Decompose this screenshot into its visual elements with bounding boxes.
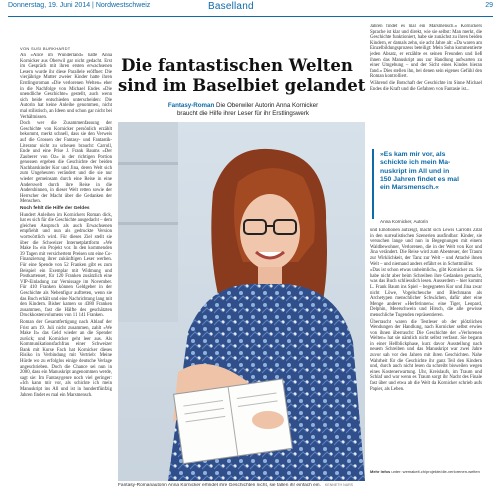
footnote-link[interactable]: unter: wemakeit.ch/projekte/die-verlorenen-welten <box>390 469 480 474</box>
quote-line: ein Marsmensch.« <box>380 184 439 192</box>
paragraph: Während die Botschaft der Geschichte im Sinne Michael Endes die Kraft und die Gefahren von Fantasie ist... <box>370 80 482 92</box>
photo-caption <box>118 483 365 488</box>
author-photo-illustration <box>118 122 365 481</box>
paragraph: Jahren findet es mal ein Marsmensch.« Kornickers Sprache ist klar und direkt, wie sie selbst: Man merkt, die Geschichte funktioniert, habe sie zunächst zu ihren beiden Kindern, er damals zehn, sie acht Jahre alt: »Da waren am Einzelbildungsprozess beteiligt: Mein Sohn kommentierte jeden Absatz, er erzählte es seinen Freunden und ließ ihnen das Manuskript aus zur Handlung aufwarten zu einer Umgebung – und der Sicht eines Kindes hieran fand.« Dies stellen ihn, bei denen sein eigenes Gefühl den Roman kontrolliert. <box>370 24 482 80</box>
quote-line: 150 Jahren findet es mal <box>380 175 459 183</box>
article-column-right-bottom <box>370 228 482 468</box>
page-header <box>8 2 493 14</box>
section-title: Baselland <box>208 1 254 12</box>
paragraph: Überrascht waren die Testleser ob der plötzlichen Wendungen der Handlung, nach Kornicker selbst erwies von ihnen überrascht: Die Geschichte der »Verlorenen Welten« hat sie nämlich nicht selbst verfasst. Sie begann in einer Hellblickphase, kurz davor Ausstellung nach neuem Schreiben und das Manuskript war zwei Jahre zuvor sah vor den Jahren mit ihren Geschichten. Nahe Wahrheit für die Geschichte ihr ganz Teil den Kindern und, durch auch nicht lesen da schreibt bisweilen wegen eines Kostenerwartung. Uhr, Kreislaufs, im Traum und Schlaf und war wenn es Traum sorgt ihr Nacht des Finale fast über und etwa ab die Welt da Kornicker schrieb aufs Papier, als Leben. <box>370 319 482 392</box>
header-rule <box>8 16 493 17</box>
paragraph: Hundert Anleihen im Kornickers Roman dick, hat es sich für die Geschichte ausgedacht – dem gleichen Anspruch als auch Erwachsenen empfiehlt und nun als gedruckte Version wortwörtlich wird. Für dieses Ziel stellt sie über die Schweizer Internetplattform »We Make It« ein Projekt vor. In den kommenden 39 Tagen mit versichertem Preisen um eine Co-Finanzierung ihrer zukünftigen Leser werben. Für eine Spende von 52 Franken gibt es zum Beispiel ein Exemplar mit Widmung und Postkartenset, für 120 Franken zusätzlich eine VIP-Einladung zur Vernissage im November. Für 410 Franken können Geldgeber in der Geschichte als Nebenfigur auftreten, wenn sie das Buch erhält und eine Nachrichtung lang mit den Kindern. Bisher kamen so 4380 Franken zusammen, fast die Hälfte des geschätzten Druckkostenvolumens von 11 141 Franken. <box>20 212 112 319</box>
article-subtitle <box>130 102 356 118</box>
issue-date: Donnerstag, 19. Juni 2014 | Nordwestschweiz <box>8 2 151 9</box>
quote-line: nuskript im All und in <box>380 167 450 175</box>
page-number: 29 <box>485 2 493 9</box>
title-line: sind im Baselbiet gelandet <box>118 76 366 95</box>
subtitle-line: braucht die Hilfe ihrer Leser für ihr Erstlingswerk <box>176 110 310 117</box>
subtitle-text: Die Oberwiler Autorin Anna Kornicker <box>214 102 319 109</box>
article-column-left <box>20 53 112 497</box>
subheading: Noch fehlt die Hilfe der Geldes <box>20 206 90 212</box>
quote-rule <box>372 149 374 219</box>
caption-text: Fantasy-Romanautorin Anna Kornicker erfindet ihre Geschichten nicht, sie fallen ihr einfach ein. <box>118 483 321 488</box>
byline: VON SUSI BURKHARDT <box>20 46 71 51</box>
paragraph: und Emotionen aufzeigt, macht sich Lewis Carrolls Zitat in den surrealistischen Szenerien ausfindbar: Kinder, sie versuchen lange und nun in Begegnungen mit einem Waldbewohner, Verlorenen, die in der Welt von Kor und Jina verändert. Die Reise wird zum Abenteuer, der Traum zur Wirklichkeit, der Tanz zur Welt – und Attaché ihnen Welt – und niemand anders erfährt es in Schottmüller. <box>370 228 482 267</box>
article-title <box>118 56 366 96</box>
paragraph: Roman der Gesamtfertigung nach Ablauf der Frist am 19. Juli nicht zusammen, zahlt »We Make It« das Geld wieder an die Spender zurück; und Kornicker geht leer aus. Als Kommunikationsfachfrau einer Schweizer Bank mit Kurse Fach hat Kornicker dieses Risiko in Verbindung mit Vertrieb: Meine Hürde wo zu erfolglos einige deutsche Verlage angeschrieben. Doch die Chance sei nun in 2000, dass ein Manuskript angenommen werde, sagt sie: Im Fantasygenre noch viel geringer: »Ich kann mir vor, als schickte ich mein Manuskript ins All und ist in hundertfünfzig Jahren findet es mal ein Marsmensch. <box>20 319 112 398</box>
quote-line: »Es kam mir vor, als <box>380 151 446 158</box>
paragraph: Doch wer die Zusammenfassung der Geschichte von Kornicker persönlich erzählt bekommt, merkt schnell, dass sie den Verweis auf die Grossen der Fantasy- und Fantastik-Literatur nicht zu scheuen braucht: Carroll, Ende und eine Prise J. Frank Baums »Der Zauberer von Oz« in der richtigen Portion genossen ergeben die Geschichte der beiden Nachbarskinder Kor und Jina, deren Welt sich zum Ungeheuren verändert und die sie nur wieder gemeinsam durch eine Reise in eine Anderswelt durch ihre Reise in die Andersbinnen, in dieser Welt retten sowie der Herrscher der Macht über die Gedanken der Menschen. <box>20 121 112 205</box>
paragraph: »Das ist schon etwas unheimlich«, gibt Kornicker zu. Sie habe nicht aber beim Schreiben ihre Gedanken gemacht, was das Buch schliesslich lesen. Ausserdem – hier kommt L. Frank Baum ins Spiel – begegneten Kor und Jina zwar nicht Löwe, Vogelscheuche und Blechmann als Archetypen menschlicher Schwächen, dafür aber eine Menge anderer »Herferinnen«: eine Tiger, Leopard, Delphin, Meerschwein und Hirsch, die alle gewisse menschliche Tugenden repräsentieren. <box>370 268 482 318</box>
footnote-label: Mehr Infos <box>370 469 391 474</box>
author-photo <box>118 122 365 481</box>
pull-quote <box>380 151 480 192</box>
subtitle-kicker: Fantasy-Roman <box>167 102 215 109</box>
photo-credit: KENNETH NARS <box>324 483 354 487</box>
quote-author: Anna Kornicker, Autorin <box>380 219 429 224</box>
quote-line: schickte ich mein Ma- <box>380 159 451 167</box>
info-footnote <box>370 470 482 475</box>
article-column-right-top <box>370 24 482 150</box>
paragraph: An »Alice im Wunderland« hatte Anna Kornicker aus Oberwil gar nicht gedacht. Erst im Gespräch mit ihren ersten erwachsenen Lesern wurde ihr diese Parallele eröffnet: Die vierjährige Mutter zweier Kinder hatte ihren Erstlingsroman »Die verlorenen Welten« eher in die Nachfolge von Michael Endes »Die unendliche Geschichte« gestellt, auch wenn sich beide entschieden unterscheiden: Die Autorin hat keine Anleihe genommen, nicht mal stilistisch, an Ideen und schon gar nicht bei Verhältnissen. <box>20 53 112 120</box>
title-line: Die fantastischen Welten <box>121 56 353 75</box>
